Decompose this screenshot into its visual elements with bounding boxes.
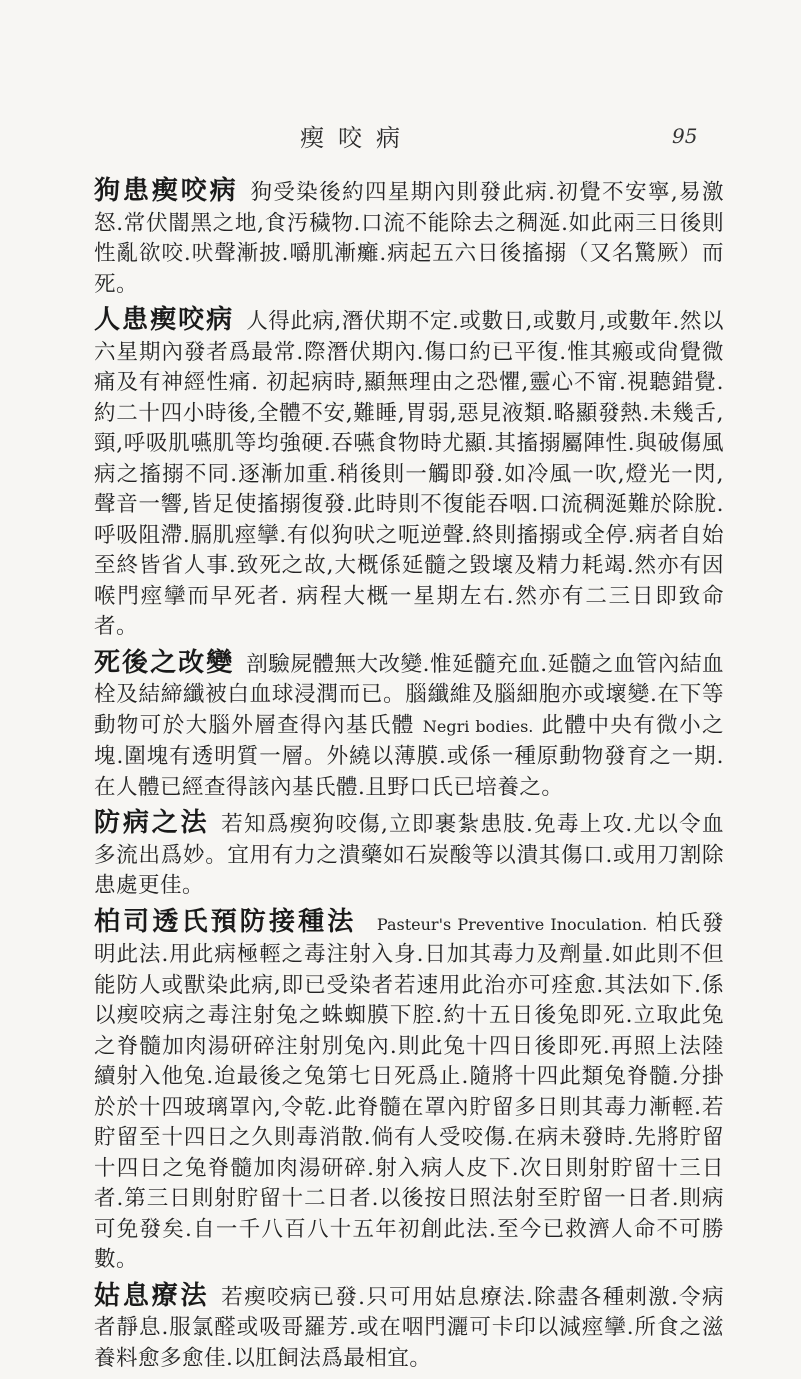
- section-dog-rabies: [94, 176, 724, 300]
- section-pasteur-inoculation: [94, 907, 724, 1276]
- section-text: 人得此病,潛伏期不定.或數日,或數月,或數年.然以六星期內發者爲最常.際潛伏期內.傷口約已平復.惟其瘢或尙覺微痛及有神經性痛. 初起病時,顯無理由之恐懼,靈心不甯.視聽錯覺.約二十四小時後,全體不安,難睡,胃弱,惡見液類.略顯發熱.未幾舌,頸,呼吸肌嚥肌等均強硬.吞嚥食物時尤顯.其搐搦屬陣性.與破傷風病之搐搦不同.逐漸加重.稍後則一觸即發.如冷風一吹,燈光一閃,聲音一響,皆足使搐搦復發.此時則不復能吞咽.口流稠涎難於除脫.呼吸阻滯.膈肌痙攣.有似狗吠之呃逆聲.終則搐搦或全停.病者自始至終皆省人事.致死之故,大概係延髓之毀壞及精力耗竭.然亦有因喉門痙攣而早死者. 病程大概一星期左右.然亦有二三日即致命者。: [94, 309, 724, 639]
- page-body: [94, 176, 724, 1379]
- latin-title: Pasteur's Preventive Inoculation.: [376, 914, 648, 934]
- running-title: 瘈咬病: [300, 124, 414, 152]
- section-heading: 死後之改變: [94, 647, 235, 678]
- section-heading: 狗患瘈咬病: [94, 176, 239, 206]
- section-heading: 人患瘈咬病: [94, 305, 235, 335]
- latin-term: Negri bodies.: [422, 716, 534, 736]
- page-number: 95: [672, 124, 698, 148]
- section-human-rabies: [94, 305, 724, 643]
- section-text: 若知爲瘈狗咬傷,立即裹紮患肢.免毒上攻.尤以令血多流出爲妙。宜用有力之潰藥如石炭酸等以潰其傷口.或用刀割除患處更佳。: [94, 812, 724, 898]
- section-text: 柏氏發明此法.用此病極輕之毒注射入身.日加其毒力及劑量.如此則不但能防人或獸染此病,即已受染者若速用此治亦可痊愈.其法如下.係以瘈咬病之毒注射兔之蛛蜘膜下腔.約十五日後兔即死.立取此兔之脊髓加肉湯研碎注射別兔內.則此兔十四日後即死.再照上法陸續射入他兔.迨最後之兔第七日死爲止.隨將十四此類兔脊髓.分掛於於十四玻璃罩內,令乾.此脊髓在罩內貯留多日則其毒力漸輕.若貯留至十四日之久則毒消散.倘有人受咬傷.在病未發時.先將貯留十四日之兔脊髓加肉湯研碎.射入病人皮下.次日則射貯留十三日者.第三日則射貯留十二日者.以後按日照法射至貯留一日者.則病可免發矣.自一千八百八十五年初創此法.至今已救濟人命不可勝數。: [94, 910, 724, 1272]
- section-heading: 防病之法: [94, 808, 210, 838]
- page-header: [0, 118, 801, 152]
- section-prevention: [94, 808, 724, 902]
- section-heading: 柏司透氏預防接種法: [94, 906, 357, 937]
- section-text: 狗受染後約四星期內則發此病.初覺不安寧,易激怒.常伏闇黑之地,食汚穢物.口流不能除去之稠涎.如此兩三日後則性亂欲咬.吠聲漸披.嚼肌漸癱.病起五六日後搐搦（又名驚厥）而死。: [94, 180, 724, 297]
- section-heading: 姑息療法: [94, 1280, 210, 1311]
- section-text: 剖驗屍體無大改變.惟延髓充血.延髓之血管內結血栓及結締纖被白血球浸潤而已。腦纖維及腦細胞亦或壞變.在下等動物可於大腦外層查得內基氏體: [94, 651, 724, 738]
- section-postmortem-changes: [94, 648, 724, 804]
- section-palliative-treatment: [94, 1281, 724, 1375]
- section-text-continued: 此體中央有微小之塊.圍塊有透明質一層。外繞以薄膜.或係一種原動物發育之一期.在人體已經查得該內基氏體.且野口氏已培養之。: [94, 712, 724, 800]
- section-text: 若瘈咬病已發.只可用姑息療法.除盡各種刺激.令病者靜息.服氯醛或吸哥羅芳.或在咽門灑可卡印以減痙攣.所食之滋養料愈多愈佳.以肛飼法爲最相宜。: [94, 1284, 724, 1371]
